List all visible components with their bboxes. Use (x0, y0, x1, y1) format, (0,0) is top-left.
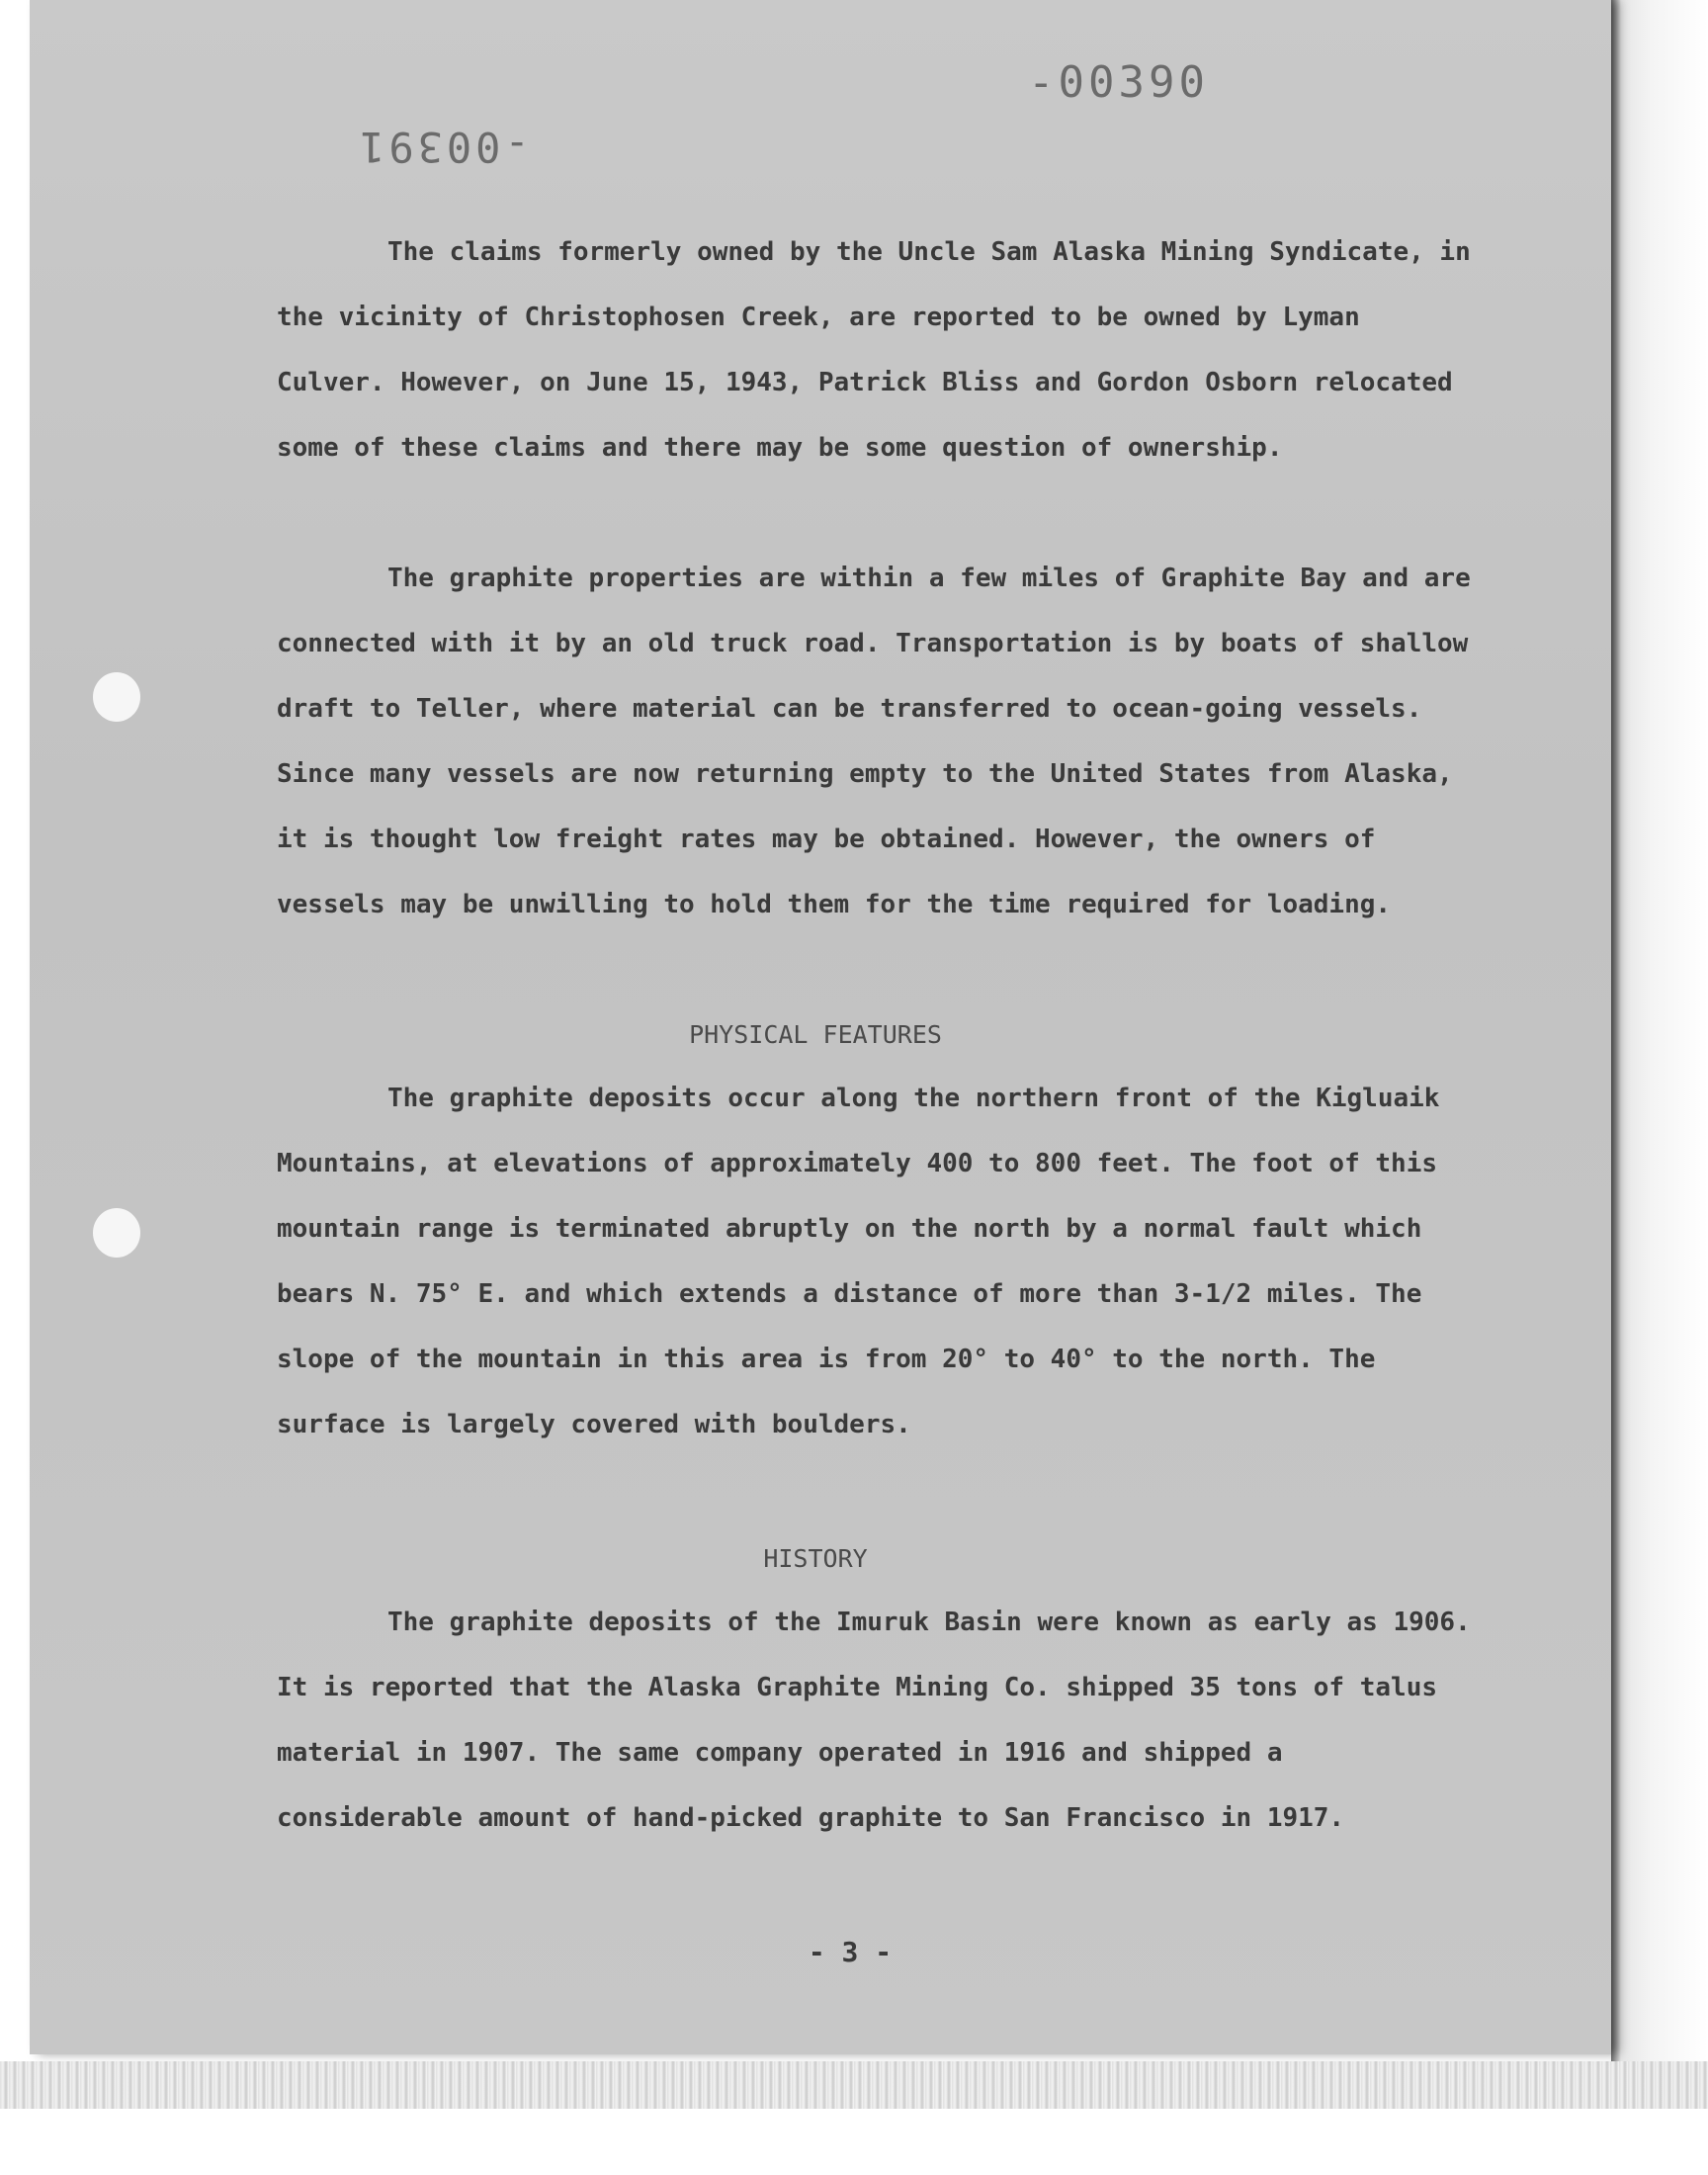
paragraph-claims: The claims formerly owned by the Uncle Sam Alaska Mining Syndicate, in the vicinity of Christophosen Creek, are reported to be owned by Lyman Culver. However, on June 15, 1943, Patrick Bliss and Gordon Osborn relocated some of these claims and there may be some question of ownership. (277, 237, 1471, 463)
heading-history: HISTORY (763, 1544, 868, 1573)
document-number-stamp-inverted: -00391 (356, 123, 530, 171)
page-number: - 3 - (808, 1936, 893, 1968)
heading-physical-features: PHYSICAL FEATURES (689, 1020, 942, 1049)
paragraph-transportation: The graphite properties are within a few miles of Graphite Bay and are connected with it by an old truck road. Transportation is by boats of shallow draft to Teller, where material can be transferred to ocean-going vessels. Since many vessels are now returning empty to the United States from Alaska, it is thought low freight rates may be obtained. However, the owners of vessels may be unwilling to hold them for the time required for loading. (277, 564, 1471, 919)
punch-hole (93, 1208, 140, 1258)
scan-edge (1611, 0, 1708, 2061)
punch-hole (93, 672, 140, 722)
paragraph-physical-features: The graphite deposits occur along the northern front of the Kigluaik Mountains, at elevations of approximately 400 to 800 feet. The foot of this mountain range is terminated abruptly on the north by a normal fault which bears N. 75° E. and which extends a distance of more than 3-1/2 miles. The slope of the mountain in this area is from 20° to 40° to the north. The surface is largely covered with boulders. (277, 1084, 1440, 1439)
scan-artifact-strip (0, 2061, 1708, 2109)
document-number-stamp: -00390 (1028, 57, 1209, 108)
paragraph-history: The graphite deposits of the Imuruk Basin were known as early as 1906. It is reported that the Alaska Graphite Mining Co. shipped 35 tons of talus material in 1907. The same company operated in 1916 and shipped a considerable amount of hand-picked graphite to San Francisco in 1917. (277, 1608, 1471, 1833)
